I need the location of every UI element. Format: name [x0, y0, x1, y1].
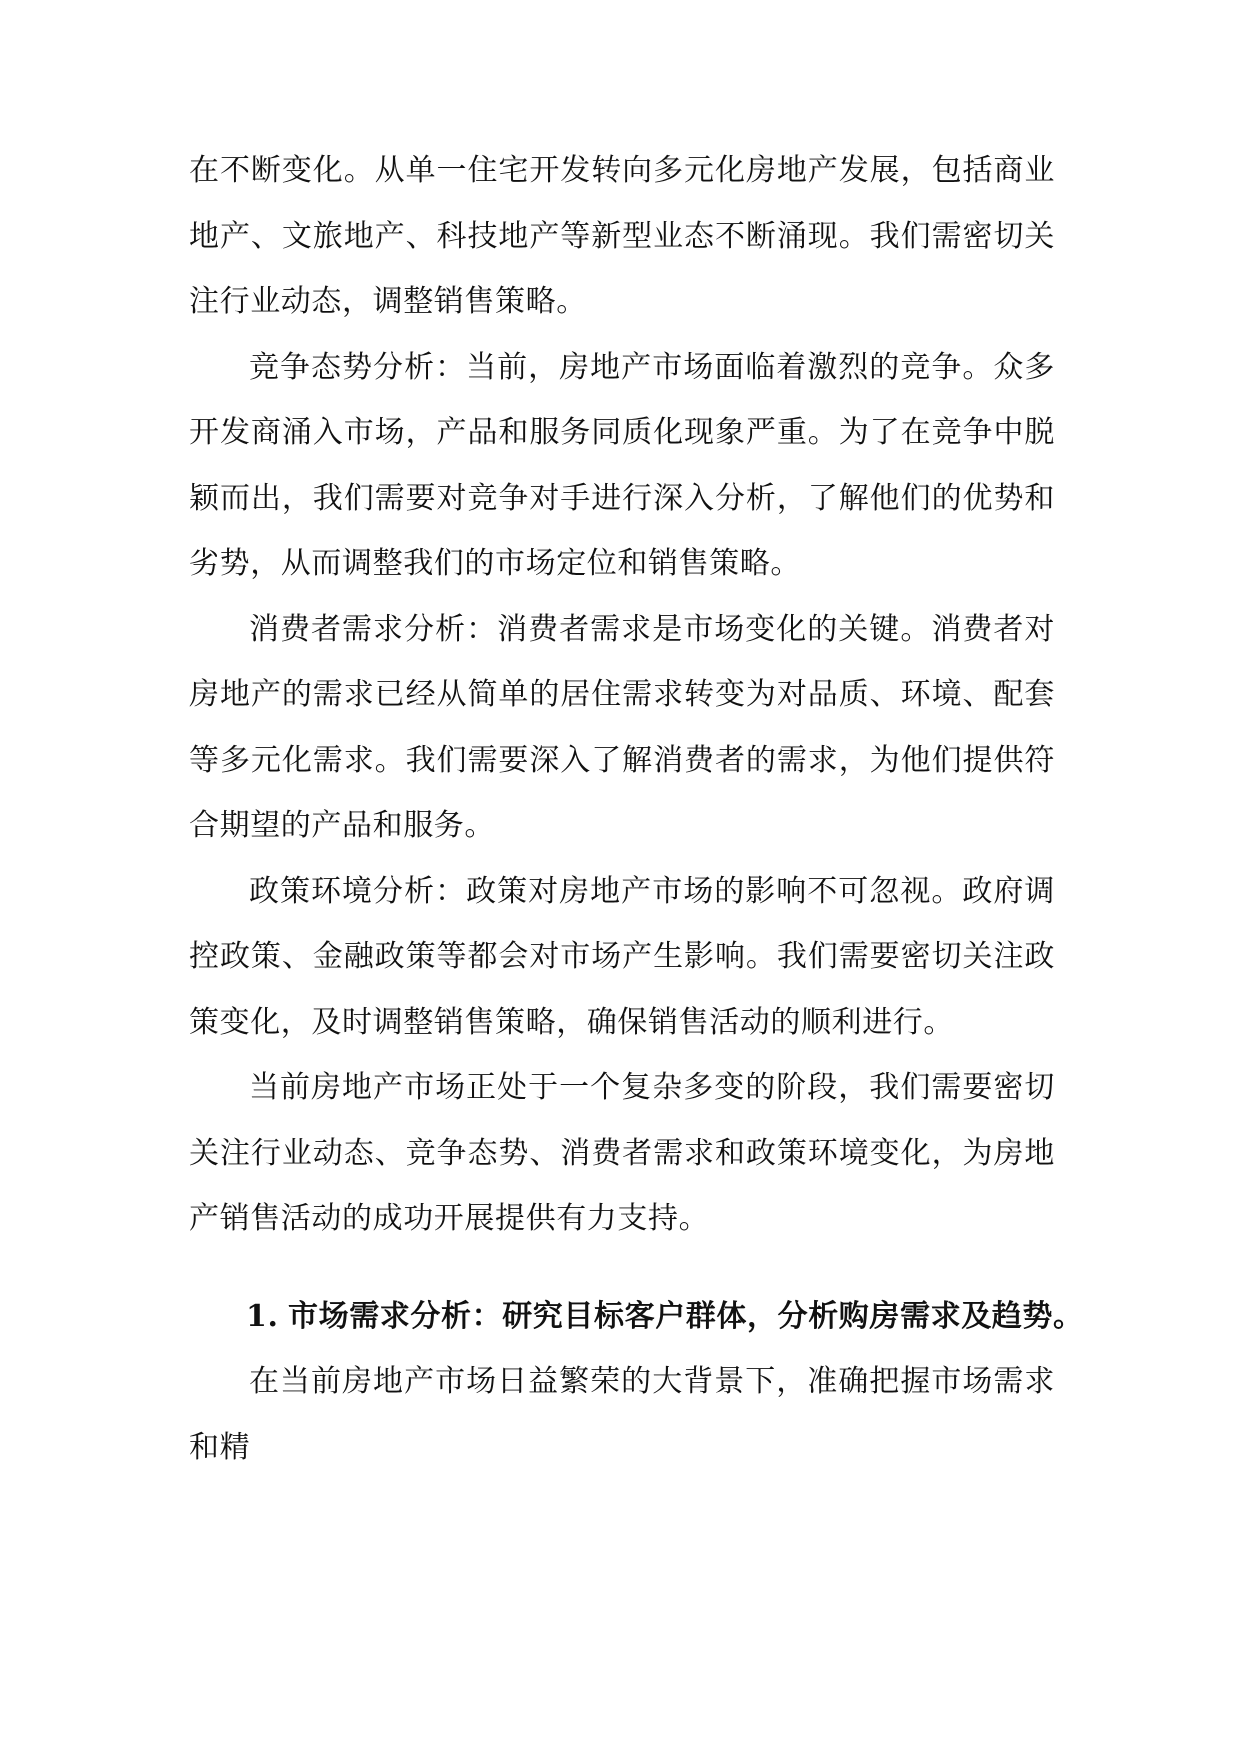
paragraph-industry-change: 在不断变化。从单一住宅开发转向多元化房地产发展，包括商业地产、文旅地产、科技地产等新型业态不断涌现。我们需密切关注行业动态，调整销售策略。 [189, 153, 1055, 319]
document-body [189, 138, 1084, 1480]
section-heading [189, 1284, 1084, 1350]
paragraph-market-summary: 当前房地产市场正处于一个复杂多变的阶段，我们需要密切关注行业动态、竞争态势、消费者需求和政策环境变化，为房地产销售活动的成功开展提供有力支持。 [189, 1070, 1055, 1236]
paragraph-consumer-demand-analysis: 消费者需求分析：消费者需求是市场变化的关键。消费者对房地产的需求已经从简单的居住需求转变为对品质、环境、配套等多元化需求。我们需要深入了解消费者的需求，为他们提供符合期望的产品和服务。 [189, 611, 1055, 843]
paragraph-section-intro: 在当前房地产市场日益繁荣的大背景下，准确把握市场需求和精 [189, 1364, 1055, 1465]
section-title: 市场需求分析：研究目标客户群体，分析购房需求及趋势。 [288, 1298, 1084, 1334]
paragraph-policy-environment-analysis: 政策环境分析：政策对房地产市场的影响不可忽视。政府调控政策、金融政策等都会对市场产生影响。我们需要密切关注政策变化，及时调整销售策略，确保销售活动的顺利进行。 [189, 873, 1055, 1040]
section-number: 1. [246, 1298, 279, 1334]
paragraph-competition-analysis: 竞争态势分析：当前，房地产市场面临着激烈的竞争。众多开发商涌入市场，产品和服务同质化现象严重。为了在竞争中脱颖而出，我们需要对竞争对手进行深入分析，了解他们的优势和劣势，从而调整我们的市场定位和销售策略。 [189, 349, 1055, 581]
